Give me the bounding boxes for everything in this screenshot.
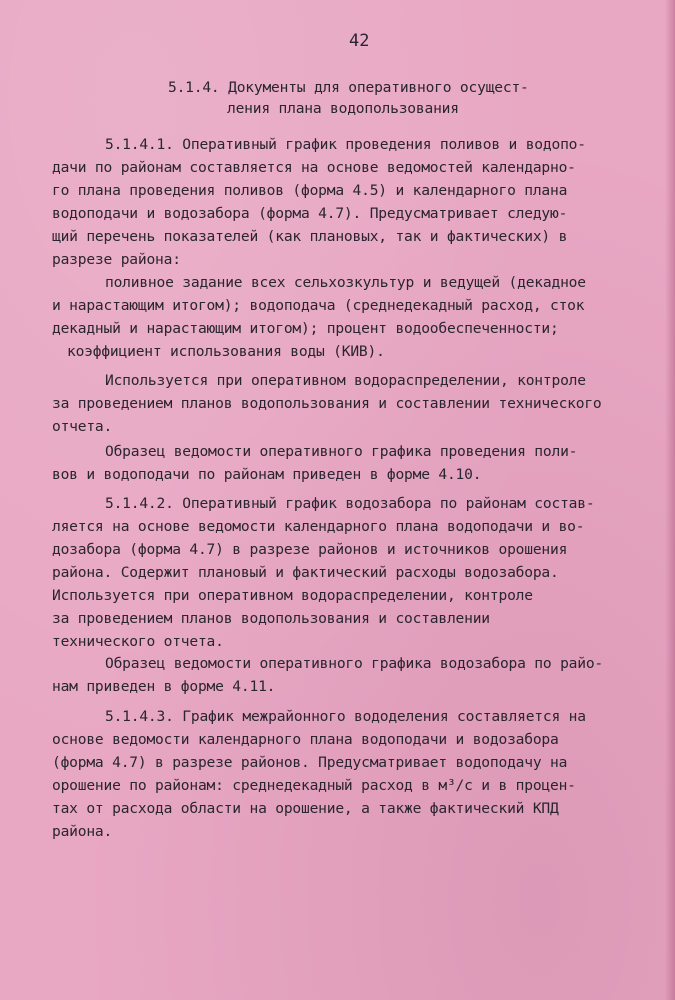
para-5141-line-6: разрезе района: [52, 251, 181, 268]
usage-line-3: отчета. [52, 418, 113, 435]
usage-line-1: Используется при оперативном водораспределении, контроле [105, 372, 586, 389]
sample-410-line-1: Образец ведомости оперативного графика проведения поли- [105, 443, 578, 460]
para-5141-line-1: 5.1.4.1. Оперативный график проведения поливов и водопо- [105, 136, 586, 153]
para-5142-line-2: ляется на основе ведомости календарного плана водоподачи и во- [52, 518, 585, 535]
sample-411-line-1: Образец ведомости оперативного графика водозабора по райо- [105, 655, 603, 672]
section-heading-line-1: 5.1.4. Документы для оперативного осущест- [168, 79, 529, 96]
usage-line-2: за проведением планов водопользования и составлении технического [52, 395, 602, 412]
para-5143-line-6: района. [52, 823, 113, 840]
para-5141-line-2: дачи по районам составляется на основе ведомостей календарно- [52, 159, 576, 176]
para-5141-line-5: щий перечень показателей (как плановых, так и фактических) в [52, 228, 568, 245]
indicators-line-2: и нарастающим итогом); водоподача (среднедекадный расход, сток [52, 297, 585, 314]
indicators-line-1: поливное задание всех сельхозкультур и ведущей (декадное [105, 274, 586, 291]
para-5141-line-3: го плана проведения поливов (форма 4.5) и календарного плана [52, 182, 568, 199]
sample-410-line-2: вов и водоподачи по районам приведен в форме 4.10. [52, 466, 482, 483]
para-5143-line-3: (форма 4.7) в разрезе районов. Предусматривает водоподачу на [52, 754, 568, 771]
indicators-line-3: декадный и нарастающим итогом); процент водообеспеченности; [52, 320, 559, 337]
page-edge-shadow [665, 0, 675, 1000]
para-5143-line-1: 5.1.4.3. График межрайонного вододеления составляется на [105, 708, 586, 725]
para-5142-line-3: дозабора (форма 4.7) в разрезе районов и источников орошения [52, 541, 568, 558]
para-5141-line-4: водоподачи и водозабора (форма 4.7). Предусматривает следую- [52, 205, 568, 222]
para-5142-line-4: района. Содержит плановый и фактический расходы водозабора. [52, 564, 559, 581]
page-number: 42 [349, 31, 370, 51]
para-5143-line-4: орошение по районам: среднедекадный расход в м³/с и в процен- [52, 777, 576, 794]
para-5143-line-2: основе ведомости календарного плана водоподачи и водозабора [52, 731, 559, 748]
para-5142-line-5: Используется при оперативном водораспределении, контроле [52, 587, 533, 604]
para-5143-line-5: тах от расхода области на орошение, а также фактический КПД [52, 800, 559, 817]
section-heading-line-2: ления плана водопользования [227, 100, 459, 117]
para-5142-line-6: за проведением планов водопользования и составлении [52, 610, 490, 627]
para-5142-line-7: технического отчета. [52, 633, 224, 650]
indicators-line-4: коэффициент использования воды (КИВ). [67, 343, 385, 360]
para-5142-line-1: 5.1.4.2. Оперативный график водозабора по районам состав- [105, 495, 595, 512]
sample-411-line-2: нам приведен в форме 4.11. [52, 678, 276, 695]
